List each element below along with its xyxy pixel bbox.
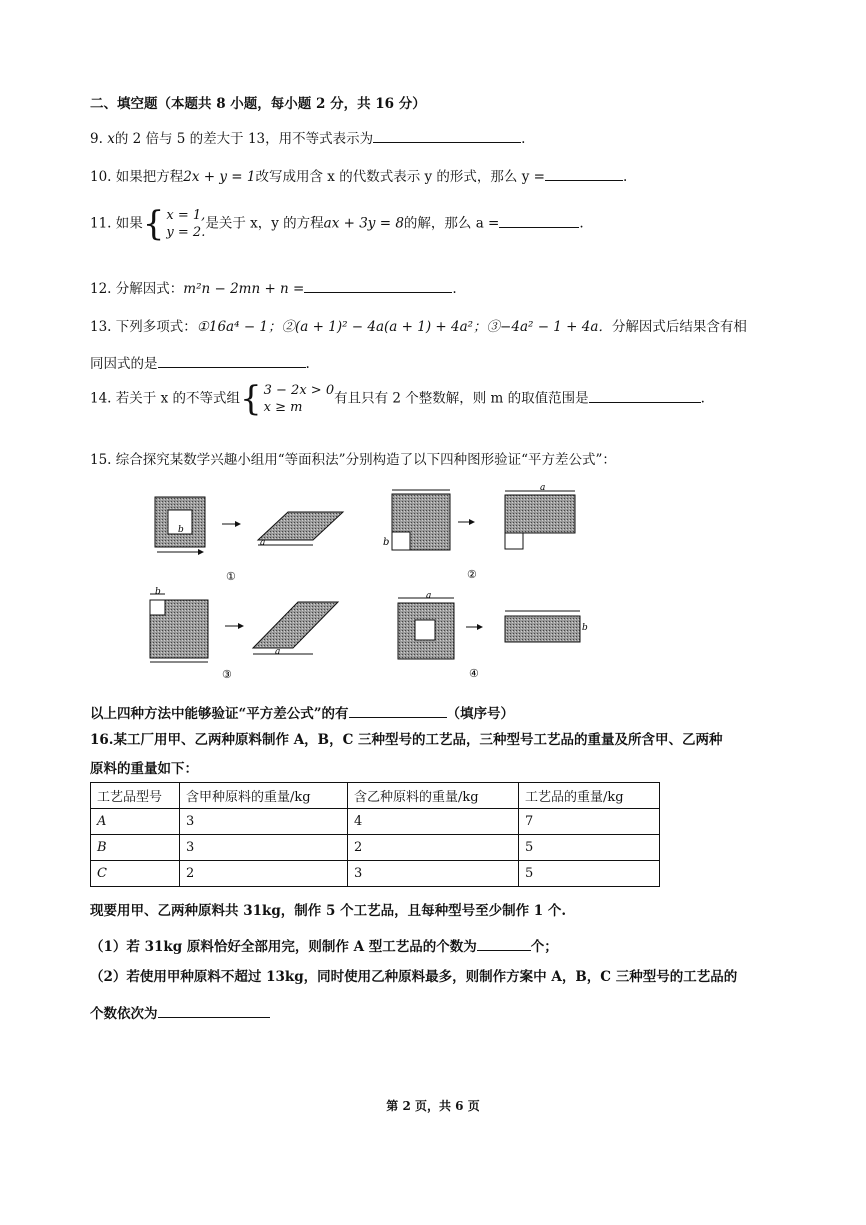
table-header: 含甲种原料的重量/kg [180, 783, 348, 809]
q14-text-a: 若关于 x 的不等式组 [115, 390, 240, 407]
q16-sub1-suffix: 个； [530, 939, 558, 955]
q13-item-1: ①16a⁴ − 1； [196, 319, 282, 335]
q10-end: . [622, 169, 628, 185]
fig3-label-b: b [155, 587, 161, 597]
figure-3 [150, 587, 338, 681]
q16-text-3: 现要用甲、乙两种原料共 31kg，制作 5 个工艺品，且每种型号至少制作 1 个. [90, 903, 567, 919]
table-cell: 2 [180, 861, 348, 887]
table-header: 工艺品型号 [91, 783, 180, 809]
q15-answer-blank[interactable] [349, 703, 447, 718]
q16-sub1-answer-blank[interactable] [477, 936, 531, 951]
q13-item-2: ②(a + 1)² − 4a(a + 1) + 4a²； [281, 319, 487, 335]
figure-2-label: ② [467, 568, 477, 581]
cell-text: C [97, 866, 107, 881]
q14-system-line-2: x ≥ m [263, 400, 303, 415]
table-header: 含乙种原料的重量/kg [348, 783, 519, 809]
q16-table [90, 782, 660, 887]
table-row [91, 835, 660, 861]
section-title: 二、填空题（本题共 8 小题，每小题 2 分，共 16 分） [90, 96, 426, 112]
q15-number: 15. [90, 452, 112, 468]
table-header: 工艺品的重量/kg [519, 783, 660, 809]
q10-equation: 2x + y = 1 [183, 169, 256, 185]
q11-system-line-2: y = 2. [166, 225, 206, 240]
q16-sub2-answer-blank[interactable] [158, 1003, 270, 1018]
q13-text-b: 分解因式后结果含有相 [611, 319, 747, 335]
question-16 [90, 732, 723, 748]
table-cell [91, 861, 180, 887]
q12-number: 12. [90, 281, 112, 297]
q16-number: 16. [90, 732, 114, 748]
q12-end: . [452, 281, 457, 297]
figure-1 [155, 497, 343, 583]
page-footer: 第 2 页，共 6 页 [386, 1099, 480, 1113]
q10-text-a: 如果把方程 [115, 169, 184, 185]
table-cell: 5 [519, 835, 660, 861]
q16-sub-1 [90, 936, 558, 955]
fig1-label-a: a [260, 538, 266, 548]
table-cell [91, 809, 180, 835]
q10-number: 10. [90, 169, 112, 185]
fig4-label-b: b [582, 623, 588, 633]
q16-sub-2-line-2 [90, 1003, 270, 1022]
fig2-label-a: a [540, 483, 546, 493]
q11-text-b: 是关于 x，y 的方程 [205, 215, 324, 232]
q14-number: 14. [90, 390, 112, 407]
q9-end: . [521, 131, 526, 147]
q15-answer-prefix: 以上四种方法中能够验证“平方差公式”的有 [90, 706, 349, 722]
table-header-row [91, 783, 660, 809]
q15-answer-suffix: （填序号） [446, 706, 515, 722]
fig2-label-b: b [383, 537, 390, 548]
cell-text: B [97, 840, 107, 855]
fig4-label-a: a [426, 591, 432, 601]
q15-answer-line [90, 703, 514, 722]
table-cell: 4 [348, 809, 519, 835]
figure-4-label: ④ [469, 667, 479, 680]
q16-text-1: 某工厂用甲、乙两种原料制作 A，B，C 三种型号的工艺品，三种型号工艺品的重量及所含甲、乙两种 [113, 732, 723, 748]
cell-text: A [97, 814, 107, 829]
q16-text-2: 原料的重量如下： [90, 761, 198, 777]
table-row [91, 809, 660, 835]
table-cell: 3 [180, 835, 348, 861]
q13-end: . [305, 356, 310, 372]
q9-text: 的 2 倍与 5 的差大于 13，用不等式表示为 [114, 131, 374, 147]
figure-4 [398, 591, 588, 680]
q11-end: . [579, 215, 584, 232]
q16-sub2-text: 个数依次为 [90, 1006, 158, 1022]
q12-text: 分解因式： [115, 281, 184, 297]
q14-end: . [700, 390, 705, 407]
table-cell: 5 [519, 861, 660, 887]
q14-brace: { [239, 379, 262, 419]
fig1-label-b: b [178, 525, 184, 535]
fig3-label-a: a [275, 647, 281, 657]
table-cell: 7 [519, 809, 660, 835]
q13-line-2-text: 同因式的是 [90, 356, 158, 372]
q13-number: 13. [90, 319, 112, 335]
q11-text-a: 如果 [115, 215, 143, 232]
figure-1-label: ① [226, 570, 236, 583]
q14-system-line-1: 3 − 2x > 0 [263, 383, 335, 398]
q11-equation: ax + 3y = 8 [323, 215, 404, 232]
table-cell: 3 [180, 809, 348, 835]
q11-text-c: 的解，那么 a = [403, 215, 500, 232]
q16-sub1-text: （1）若 31kg 原料恰好全部用完，则制作 A 型工艺品的个数为 [90, 939, 477, 955]
q10-text-b: 改写成用含 x 的代数式表示 y 的形式，那么 y = [255, 169, 545, 185]
table-cell: 2 [348, 835, 519, 861]
table-cell [91, 835, 180, 861]
q9-number: 9. [90, 131, 103, 147]
q13-item-3: ③−4a² − 1 + 4a． [486, 319, 612, 335]
table-row [91, 861, 660, 887]
q9-variable: x [107, 131, 115, 147]
q16-sub-2: （2）若使用甲种原料不超过 13kg，同时使用乙种原料最多，则制作方案中 A，B，C 三种型号的工艺品的 [90, 969, 738, 985]
q13-text-a: 下列多项式： [115, 319, 197, 335]
figure-2 [383, 483, 575, 581]
q11-brace: { [142, 204, 165, 244]
q14-text-b: 有且只有 2 个整数解，则 m 的取值范围是 [334, 390, 589, 407]
table-cell: 3 [348, 861, 519, 887]
q12-expression: m²n − 2mn + n = [183, 281, 305, 297]
q11-number: 11. [90, 215, 112, 232]
q15-text: 综合探究某数学兴趣小组用“等面积法”分别构造了以下四种图形验证“平方差公式”： [115, 452, 616, 468]
q11-system-line-1: x = 1, [166, 208, 206, 223]
figure-3-label: ③ [222, 668, 232, 681]
